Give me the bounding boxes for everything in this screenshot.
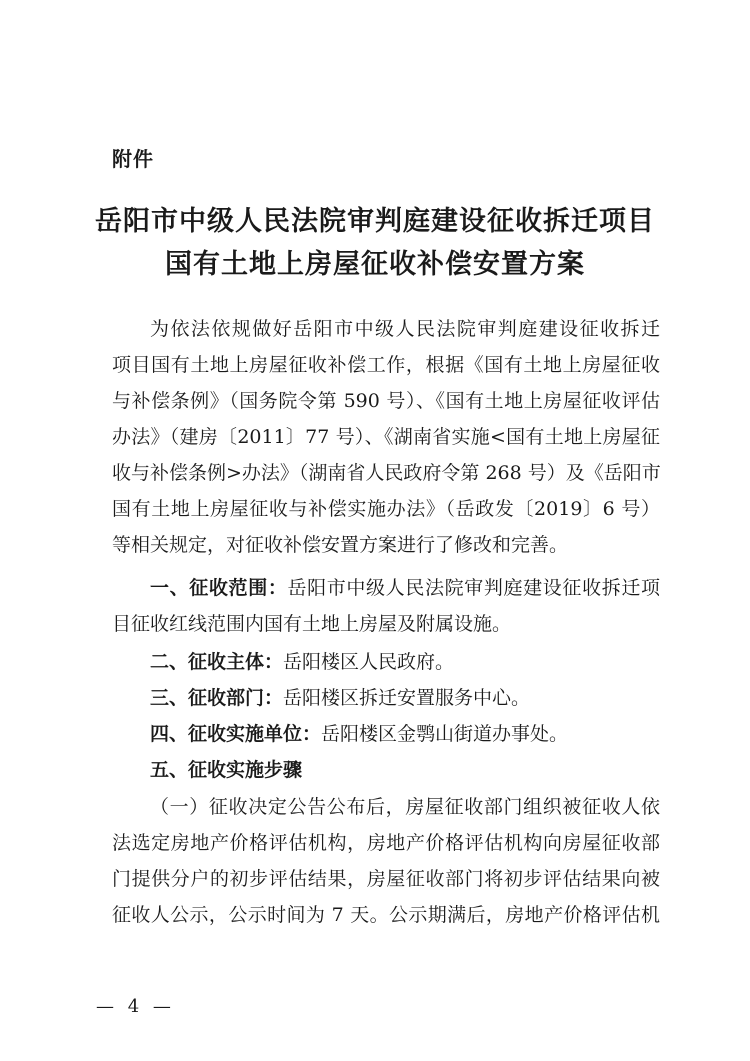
section-implementer-line — [112, 716, 660, 752]
section-scope-line — [112, 570, 660, 606]
document-title-line-2: 国有土地上房屋征收补偿安置方案 — [165, 249, 585, 280]
section-department-text: 岳阳楼区拆迁安置服务中心。 — [283, 687, 531, 709]
section-implementer — [112, 716, 660, 752]
page-number: — 4 — — [96, 996, 175, 1017]
section-steps-heading: 五、征收实施步骤 — [150, 759, 303, 781]
section-scope-text: 岳阳市中级人民法院审判庭建设征收拆迁项 — [287, 577, 660, 599]
section-subject-text: 岳阳楼区人民政府。 — [283, 651, 455, 673]
step-1-paragraph — [112, 789, 660, 933]
section-department-heading: 三、征收部门： — [150, 687, 284, 709]
section-subject — [112, 644, 660, 680]
section-department-line — [112, 680, 660, 716]
intro-paragraph — [112, 311, 660, 563]
section-department — [112, 680, 660, 716]
section-steps — [112, 752, 660, 788]
intro-line: 办法》（建房〔2011〕77 号）、《湖南省实施<国有土地上房屋征 — [112, 426, 660, 448]
document-title-line-1: 岳阳市中级人民法院审判庭建设征收拆迁项目 — [95, 206, 655, 237]
intro-line: 为依法依规做好岳阳市中级人民法院审判庭建设征收拆迁 — [150, 318, 660, 340]
section-implementer-heading: 四、征收实施单位： — [150, 723, 322, 745]
section-subject-line — [112, 644, 660, 680]
section-scope — [112, 570, 660, 642]
step-1-line: 法选定房地产价格评估机构，房地产价格评估机构向房屋征收部 — [112, 832, 660, 854]
section-scope-line-2: 目征收红线范围内国有土地上房屋及附属设施。 — [112, 613, 512, 635]
step-1-line: 门提供分户的初步评估结果，房屋征收部门将初步评估结果向被 — [112, 868, 660, 890]
intro-line: 项目国有土地上房屋征收补偿工作，根据《国有土地上房屋征收 — [112, 354, 660, 376]
attachment-label: 附件 — [112, 147, 154, 171]
intro-line: 与补偿条例》（国务院令第 590 号）、《国有土地上房屋征收评估 — [112, 390, 660, 412]
intro-line: 国有土地上房屋征收与补偿实施办法》（岳政发〔2019〕6 号） — [112, 498, 660, 520]
section-implementer-text: 岳阳楼区金鹗山街道办事处。 — [321, 723, 569, 745]
section-scope-heading: 一、征收范围： — [150, 577, 288, 599]
step-1-line: （一）征收决定公告公布后，房屋征收部门组织被征收人依 — [150, 796, 660, 818]
section-subject-heading: 二、征收主体： — [150, 651, 284, 673]
intro-line: 收与补偿条例>办法》（湖南省人民政府令第 268 号）及《岳阳市 — [112, 462, 661, 484]
intro-line: 等相关规定，对征收补偿安置方案进行了修改和完善。 — [112, 534, 569, 556]
step-1-line: 征收人公示，公示时间为 7 天。公示期满后，房地产价格评估机 — [112, 904, 660, 926]
